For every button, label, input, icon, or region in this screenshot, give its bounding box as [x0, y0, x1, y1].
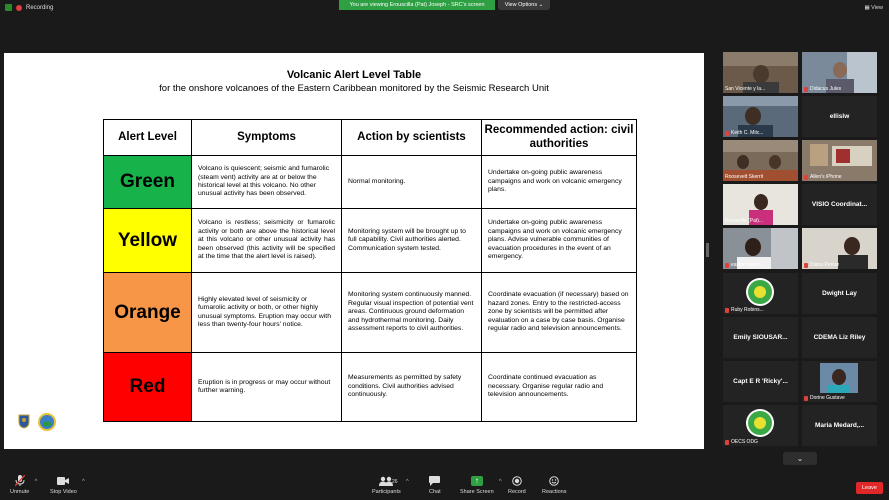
participants-button[interactable] [372, 473, 409, 495]
level-orange: Orange [104, 273, 192, 353]
level-red: Red [104, 353, 192, 422]
participant-tile[interactable] [723, 317, 798, 358]
participant-tile[interactable] [723, 361, 798, 402]
header-action-scientists: Action by scientists [342, 120, 482, 156]
participant-name: Emily SIOUSAR... [733, 334, 788, 341]
share-screen-icon: ↑ [471, 473, 483, 489]
table-row [104, 273, 637, 353]
reactions-label: Reactions [542, 489, 567, 495]
civil-cell: Coordinate evacuation (if necessary) based on hazard zones. Entry to the restricted-access zone by scientists will be permitted after evaluation on a case by case basis. Organise regular radio and television announcements. [482, 273, 637, 353]
chevron-down-icon: ⌄ [796, 454, 804, 463]
participant-tile[interactable] [802, 317, 877, 358]
record-button[interactable] [508, 473, 526, 495]
microphone-muted-icon [15, 473, 25, 489]
symptoms-cell: Eruption is in progress or may occur without further warning. [192, 353, 342, 422]
recording-label: Recording [26, 4, 54, 11]
chevron-up-icon[interactable]: ^ [405, 479, 409, 485]
recording-dot-icon [16, 5, 22, 11]
scientists-cell: Normal monitoring. [342, 156, 482, 209]
participant-name: VISIO Coordinat... [811, 201, 868, 208]
header-alert-level: Alert Level [104, 120, 192, 156]
stop-video-label: Stop Video [50, 489, 77, 495]
participant-tile[interactable] [802, 52, 877, 93]
table-row [104, 353, 637, 422]
participant-tile[interactable] [723, 228, 798, 269]
participant-name: Dwight Lay [822, 290, 857, 297]
participant-name: CDEMA Liz Riley [813, 334, 866, 341]
participant-tile[interactable] [723, 140, 798, 181]
top-bar [0, 0, 889, 18]
record-label: Record [508, 489, 526, 495]
muted-mic-icon [804, 396, 808, 401]
document-subtitle: for the onshore volcanoes of the Eastern Caribbean monitored by the Seismic Research Unit [159, 83, 549, 94]
participant-name: OECS ODG [731, 439, 758, 445]
view-options-button[interactable] [498, 0, 550, 10]
participant-tile[interactable] [802, 228, 877, 269]
shield-icon[interactable] [5, 4, 12, 11]
uwi-crest-logo [16, 413, 32, 429]
participant-name: Maria Medard,... [814, 422, 865, 429]
gallery-next-page-button[interactable] [783, 452, 817, 465]
participant-name: easton taylor-... [731, 262, 766, 268]
alert-level-table [103, 119, 637, 422]
header-symptoms: Symptoms [192, 120, 342, 156]
participants-label: Participants [372, 489, 401, 495]
chevron-down-icon: ⌄ [538, 2, 544, 8]
shared-screen [4, 53, 704, 449]
smiley-icon [549, 473, 559, 489]
participant-name: Allen's iPhone [810, 174, 842, 180]
view-options-label: View Options [504, 2, 538, 8]
record-icon [512, 473, 522, 489]
logos [16, 413, 56, 431]
scientists-cell: Measurements as permitted by safety conditions. Civil authorities advised continuously. [342, 353, 482, 422]
participant-name: Capt E R 'Ricky'... [733, 378, 788, 385]
participant-name: Didacus Jules [810, 86, 842, 92]
chevron-up-icon[interactable]: ^ [34, 479, 38, 485]
participant-name: Dorine Gustave [810, 395, 845, 401]
view-button[interactable]: ▦ View [864, 5, 883, 11]
participant-tile[interactable] [723, 52, 798, 93]
view-button-label: View [871, 5, 883, 11]
chat-button[interactable] [429, 473, 441, 495]
participants-count: 26 [392, 479, 398, 485]
chat-label: Chat [429, 489, 441, 495]
participant-tile[interactable] [802, 405, 877, 446]
table-header-row [104, 120, 637, 156]
muted-mic-icon [804, 263, 808, 268]
reactions-button[interactable] [542, 473, 566, 495]
muted-mic-icon [725, 131, 729, 136]
meeting-toolbar [0, 470, 889, 500]
scientists-cell: Monitoring system will be brought up to full capability. Civil authorities alerted. Communication system tested. [342, 209, 482, 273]
participant-name: San Vicente y la... [725, 86, 766, 92]
symptoms-cell: Highly elevated level of seismicity or fumarolic activity or both, or other highly unusual symptoms. Eruption may occur with less than twenty-four hours' notice. [192, 273, 342, 353]
leave-button[interactable]: Leave [856, 482, 883, 494]
participant-name: Erouscilla (Pat)... [725, 218, 764, 224]
participant-name: Keith C. Mitc... [731, 130, 764, 136]
video-camera-icon [57, 473, 69, 489]
civil-cell: Undertake on-going public awareness campaigns and work on volcanic emergency plans. Advise vulnerable communities of evacuation procedures in the event of an emergency. [482, 209, 637, 273]
participant-tile[interactable] [802, 273, 877, 314]
symptoms-cell: Volcano is quiescent; seismic and fumarolic (steam vent) activity are at or below the historical level at this volcano. No other unusual activity has been observed. [192, 156, 342, 209]
participant-tile[interactable] [802, 96, 877, 137]
unmute-button[interactable] [10, 473, 38, 495]
civil-cell: Coordinate continued evacuation as necessary. Organise regular radio and television announcements. [482, 353, 637, 422]
participant-name: Roosevelt Skerrit [725, 174, 764, 180]
muted-mic-icon [804, 87, 808, 92]
recording-indicator [5, 4, 53, 11]
civil-cell: Undertake on-going public awareness campaigns and work on volcanic emergency plans. [482, 156, 637, 209]
viewing-banner: You are viewing Erouscilla (Pat) Joseph - SRC's screen [339, 0, 495, 10]
level-green: Green [104, 156, 192, 209]
muted-mic-icon [725, 263, 729, 268]
header-civil-action: Recommended action: civil authorities [482, 120, 637, 156]
participant-name: Diana Perran [810, 262, 840, 268]
share-screen-label: Share Screen [460, 489, 494, 495]
level-yellow: Yellow [104, 209, 192, 273]
table-row [104, 209, 637, 273]
chevron-up-icon[interactable]: ^ [81, 479, 85, 485]
participant-tile[interactable] [802, 361, 877, 402]
muted-mic-icon [804, 175, 808, 180]
participant-tile[interactable] [802, 140, 877, 181]
participant-tile[interactable] [723, 405, 798, 446]
muted-mic-icon [725, 308, 729, 313]
participant-tile[interactable] [802, 184, 877, 225]
chevron-up-icon[interactable]: ^ [498, 479, 502, 485]
participant-name: ellislw [829, 113, 850, 120]
participant-tile-active-speaker[interactable] [723, 184, 798, 225]
muted-mic-icon [725, 440, 729, 445]
src-logo [38, 413, 56, 431]
panel-resize-handle[interactable] [706, 243, 709, 257]
table-row [104, 156, 637, 209]
share-screen-button[interactable] [460, 473, 502, 495]
symptoms-cell: Volcano is restless; seismicity or fumarolic activity or both are above the historical level at this volcano or other unusual activity has been observed (this activity will be specified at the time that the alert level is raised). [192, 209, 342, 273]
participant-tile[interactable] [723, 273, 798, 314]
unmute-label: Unmute [10, 489, 30, 495]
document-title: Volcanic Alert Level Table [286, 69, 422, 81]
participant-tile[interactable] [723, 96, 798, 137]
participant-name: Ruby Robins... [731, 307, 764, 313]
chat-bubble-icon [429, 473, 440, 489]
stop-video-button[interactable] [50, 473, 85, 495]
scientists-cell: Monitoring system continuously manned. Regular visual inspection of potential vent areas. Continuous ground deformation and hydrothermal monitoring. Daily assessment reports to civil authorities. [342, 273, 482, 353]
